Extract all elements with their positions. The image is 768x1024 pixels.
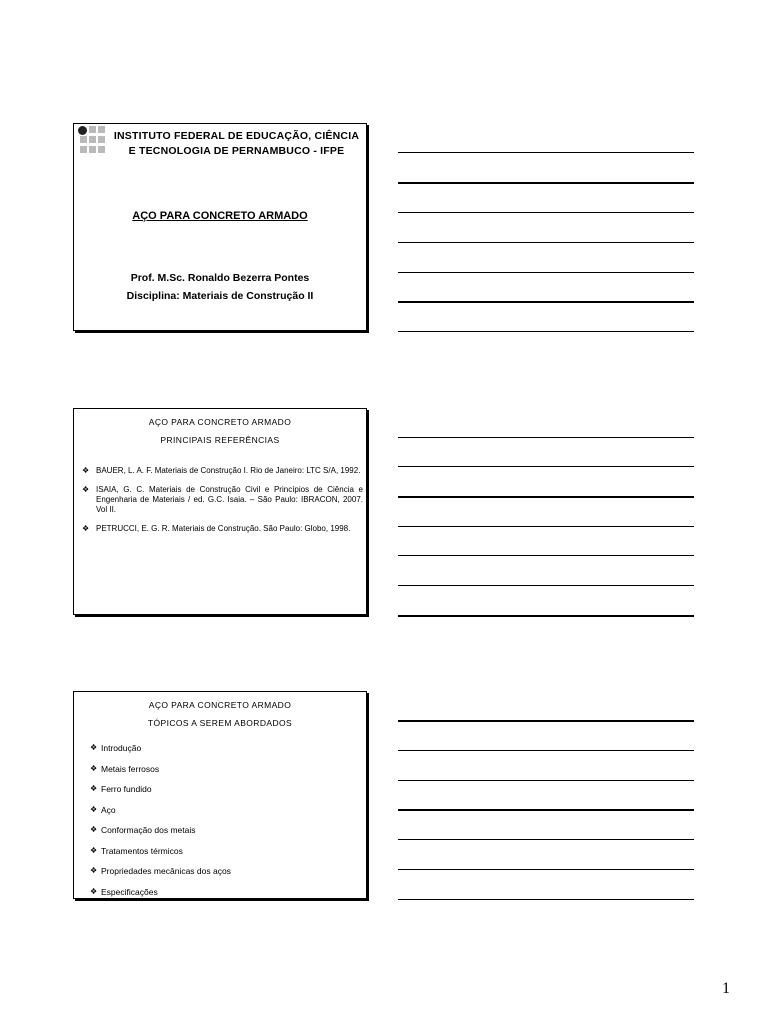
topic-text: Metais ferrosos xyxy=(101,763,160,774)
diamond-bullet-icon: ❖ xyxy=(90,886,98,896)
diamond-bullet-icon: ❖ xyxy=(90,845,98,855)
note-line xyxy=(398,496,694,498)
list-item xyxy=(90,783,231,804)
diamond-bullet-icon: ❖ xyxy=(90,743,98,752)
topic-text: Ferro fundido xyxy=(101,784,152,794)
list-item xyxy=(90,824,231,845)
discipline-name: Disciplina: Materiais de Construção II xyxy=(126,290,314,302)
note-line xyxy=(398,182,694,184)
reference-text: ISAIA, G. C. Materiais de Construção Civil e Princípios de Ciência e Engenharia de Materiais / ed. G.C. Isaia. – São Paulo: IBRACON, 2007. Vol II. xyxy=(96,485,363,514)
note-line xyxy=(398,242,694,243)
topic-text: Conformação dos metais xyxy=(101,825,196,835)
note-line xyxy=(398,331,694,332)
slide-3-header: AÇO PARA CONCRETO ARMADO xyxy=(148,700,292,710)
slide-1-credits xyxy=(74,269,366,305)
note-line xyxy=(398,780,694,781)
note-line xyxy=(398,750,694,751)
professor-name: Prof. M.Sc. Ronaldo Bezerra Pontes xyxy=(130,272,310,284)
list-item xyxy=(82,466,363,476)
diamond-bullet-icon: ❖ xyxy=(90,784,98,793)
topic-text: Aço xyxy=(101,804,116,815)
note-line xyxy=(398,466,694,467)
note-line xyxy=(398,152,694,153)
slide-1 xyxy=(73,123,367,331)
note-line xyxy=(398,212,694,213)
topic-text: Propriedades mecânicas dos aços xyxy=(101,866,231,876)
list-item xyxy=(90,763,231,784)
note-line xyxy=(398,526,694,527)
note-line xyxy=(398,899,694,900)
note-line xyxy=(398,839,694,840)
topic-text: Especificações xyxy=(101,886,158,897)
diamond-bullet-icon: ❖ xyxy=(82,485,90,494)
diamond-bullet-icon: ❖ xyxy=(90,804,98,814)
institute-name xyxy=(108,129,365,159)
topic-text: Introdução xyxy=(101,743,142,753)
reference-list xyxy=(82,466,363,543)
note-line xyxy=(398,272,694,273)
note-line xyxy=(398,585,694,586)
list-item xyxy=(90,845,231,866)
note-line xyxy=(398,301,694,303)
note-line xyxy=(398,615,694,617)
list-item xyxy=(90,865,231,886)
note-line xyxy=(398,437,694,438)
diamond-bullet-icon: ❖ xyxy=(82,466,90,475)
page-number: 1 xyxy=(722,980,730,997)
diamond-bullet-icon: ❖ xyxy=(90,825,98,834)
diamond-bullet-icon: ❖ xyxy=(90,763,98,773)
note-line xyxy=(398,809,694,811)
slide-3-subheader: TÓPICOS A SEREM ABORDADOS xyxy=(147,718,293,728)
topic-list xyxy=(90,742,231,906)
list-item xyxy=(82,524,363,534)
institute-line-2: E TECNOLOGIA DE PERNAMBUCO - IFPE xyxy=(128,145,345,157)
list-item xyxy=(90,886,231,907)
list-item xyxy=(90,742,231,763)
note-line xyxy=(398,720,694,722)
institute-line-1: INSTITUTO FEDERAL DE EDUCAÇÃO, CIÊNCIA xyxy=(113,130,360,142)
reference-text: BAUER, L. A. F. Materiais de Construção I. Rio de Janeiro: LTC S/A, 1992. xyxy=(96,466,361,475)
slide-2-subheader: PRINCIPAIS REFERÊNCIAS xyxy=(160,435,280,445)
list-item xyxy=(90,804,231,825)
reference-text: PETRUCCI, E. G. R. Materiais de Construção. São Paulo: Globo, 1998. xyxy=(96,524,351,533)
slide-1-title: AÇO PARA CONCRETO ARMADO xyxy=(132,210,308,222)
slide-3 xyxy=(73,691,367,899)
topic-text: Tratamentos térmicos xyxy=(101,845,183,856)
slide-2 xyxy=(73,408,367,615)
slide-2-header: AÇO PARA CONCRETO ARMADO xyxy=(148,417,292,427)
note-line xyxy=(398,555,694,556)
diamond-bullet-icon: ❖ xyxy=(82,524,90,533)
note-line xyxy=(398,869,694,870)
ifpe-logo-icon xyxy=(78,126,108,160)
list-item xyxy=(82,485,363,515)
diamond-bullet-icon: ❖ xyxy=(90,866,98,875)
